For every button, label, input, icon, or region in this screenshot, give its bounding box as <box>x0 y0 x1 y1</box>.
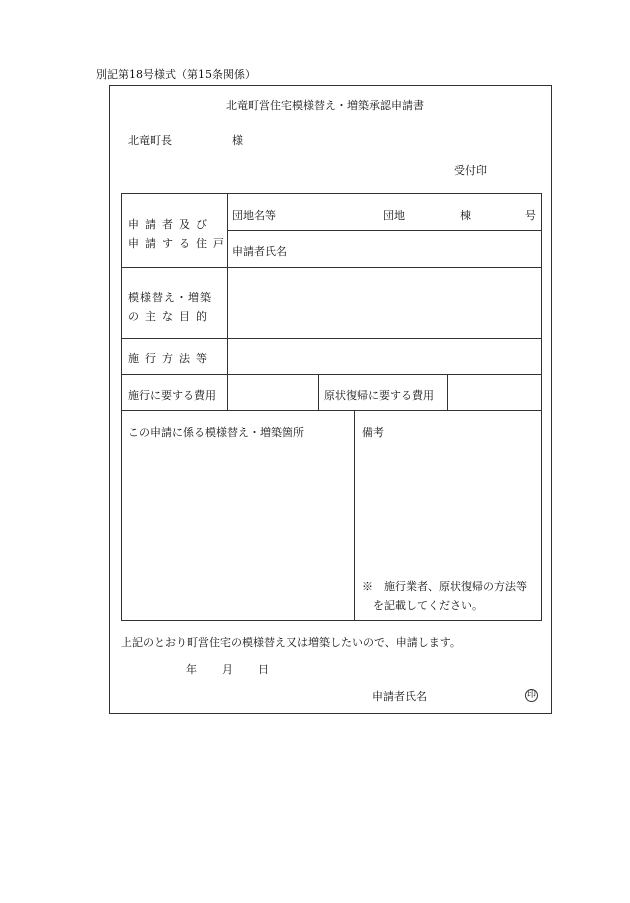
complex-name-label: 団地名等 <box>232 209 276 222</box>
addressee: 北竜町長 <box>128 134 172 147</box>
number-label: 号 <box>525 209 536 222</box>
remarks-label: 備考 <box>362 426 384 439</box>
cost-label: 施行に要する費用 <box>128 389 216 402</box>
applicant-name-field-label: 申請者氏名 <box>232 245 287 258</box>
applicant-label-line2: 申請する住戸 <box>128 237 230 250</box>
form-header-note: 別記第18号様式（第15条関係） <box>96 68 256 81</box>
remarks-note-line1: ※ 施行業者、原状復帰の方法等 <box>362 580 527 593</box>
purpose-label-line1: 模様替え・増築 <box>128 291 212 304</box>
date-month: 月 <box>222 663 233 676</box>
date-day: 日 <box>258 663 269 676</box>
location-label: この申請に係る模様替え・増築箇所 <box>128 426 304 439</box>
remarks-note-line2: を記載してください。 <box>373 599 483 612</box>
restore-cost-label: 原状復帰に要する費用 <box>324 389 434 402</box>
addressee-honorific: 様 <box>232 134 243 147</box>
form-title: 北竜町営住宅模様替え・増築承認申請書 <box>226 99 424 112</box>
seal-mark: 印 <box>526 690 536 700</box>
reception-stamp-label: 受付印 <box>454 164 487 177</box>
applicant-label-line1: 申請者及び <box>128 218 213 231</box>
purpose-label-line2: の主な目的 <box>128 310 213 323</box>
method-label: 施行方法等 <box>128 352 213 365</box>
danchi-label: 団地 <box>383 209 405 222</box>
signature-label: 申請者氏名 <box>372 690 427 703</box>
building-label: 棟 <box>460 209 471 222</box>
declaration-text: 上記のとおり町営住宅の模様替え又は増築したいので、申請します。 <box>121 636 461 649</box>
date-year: 年 <box>186 663 197 676</box>
